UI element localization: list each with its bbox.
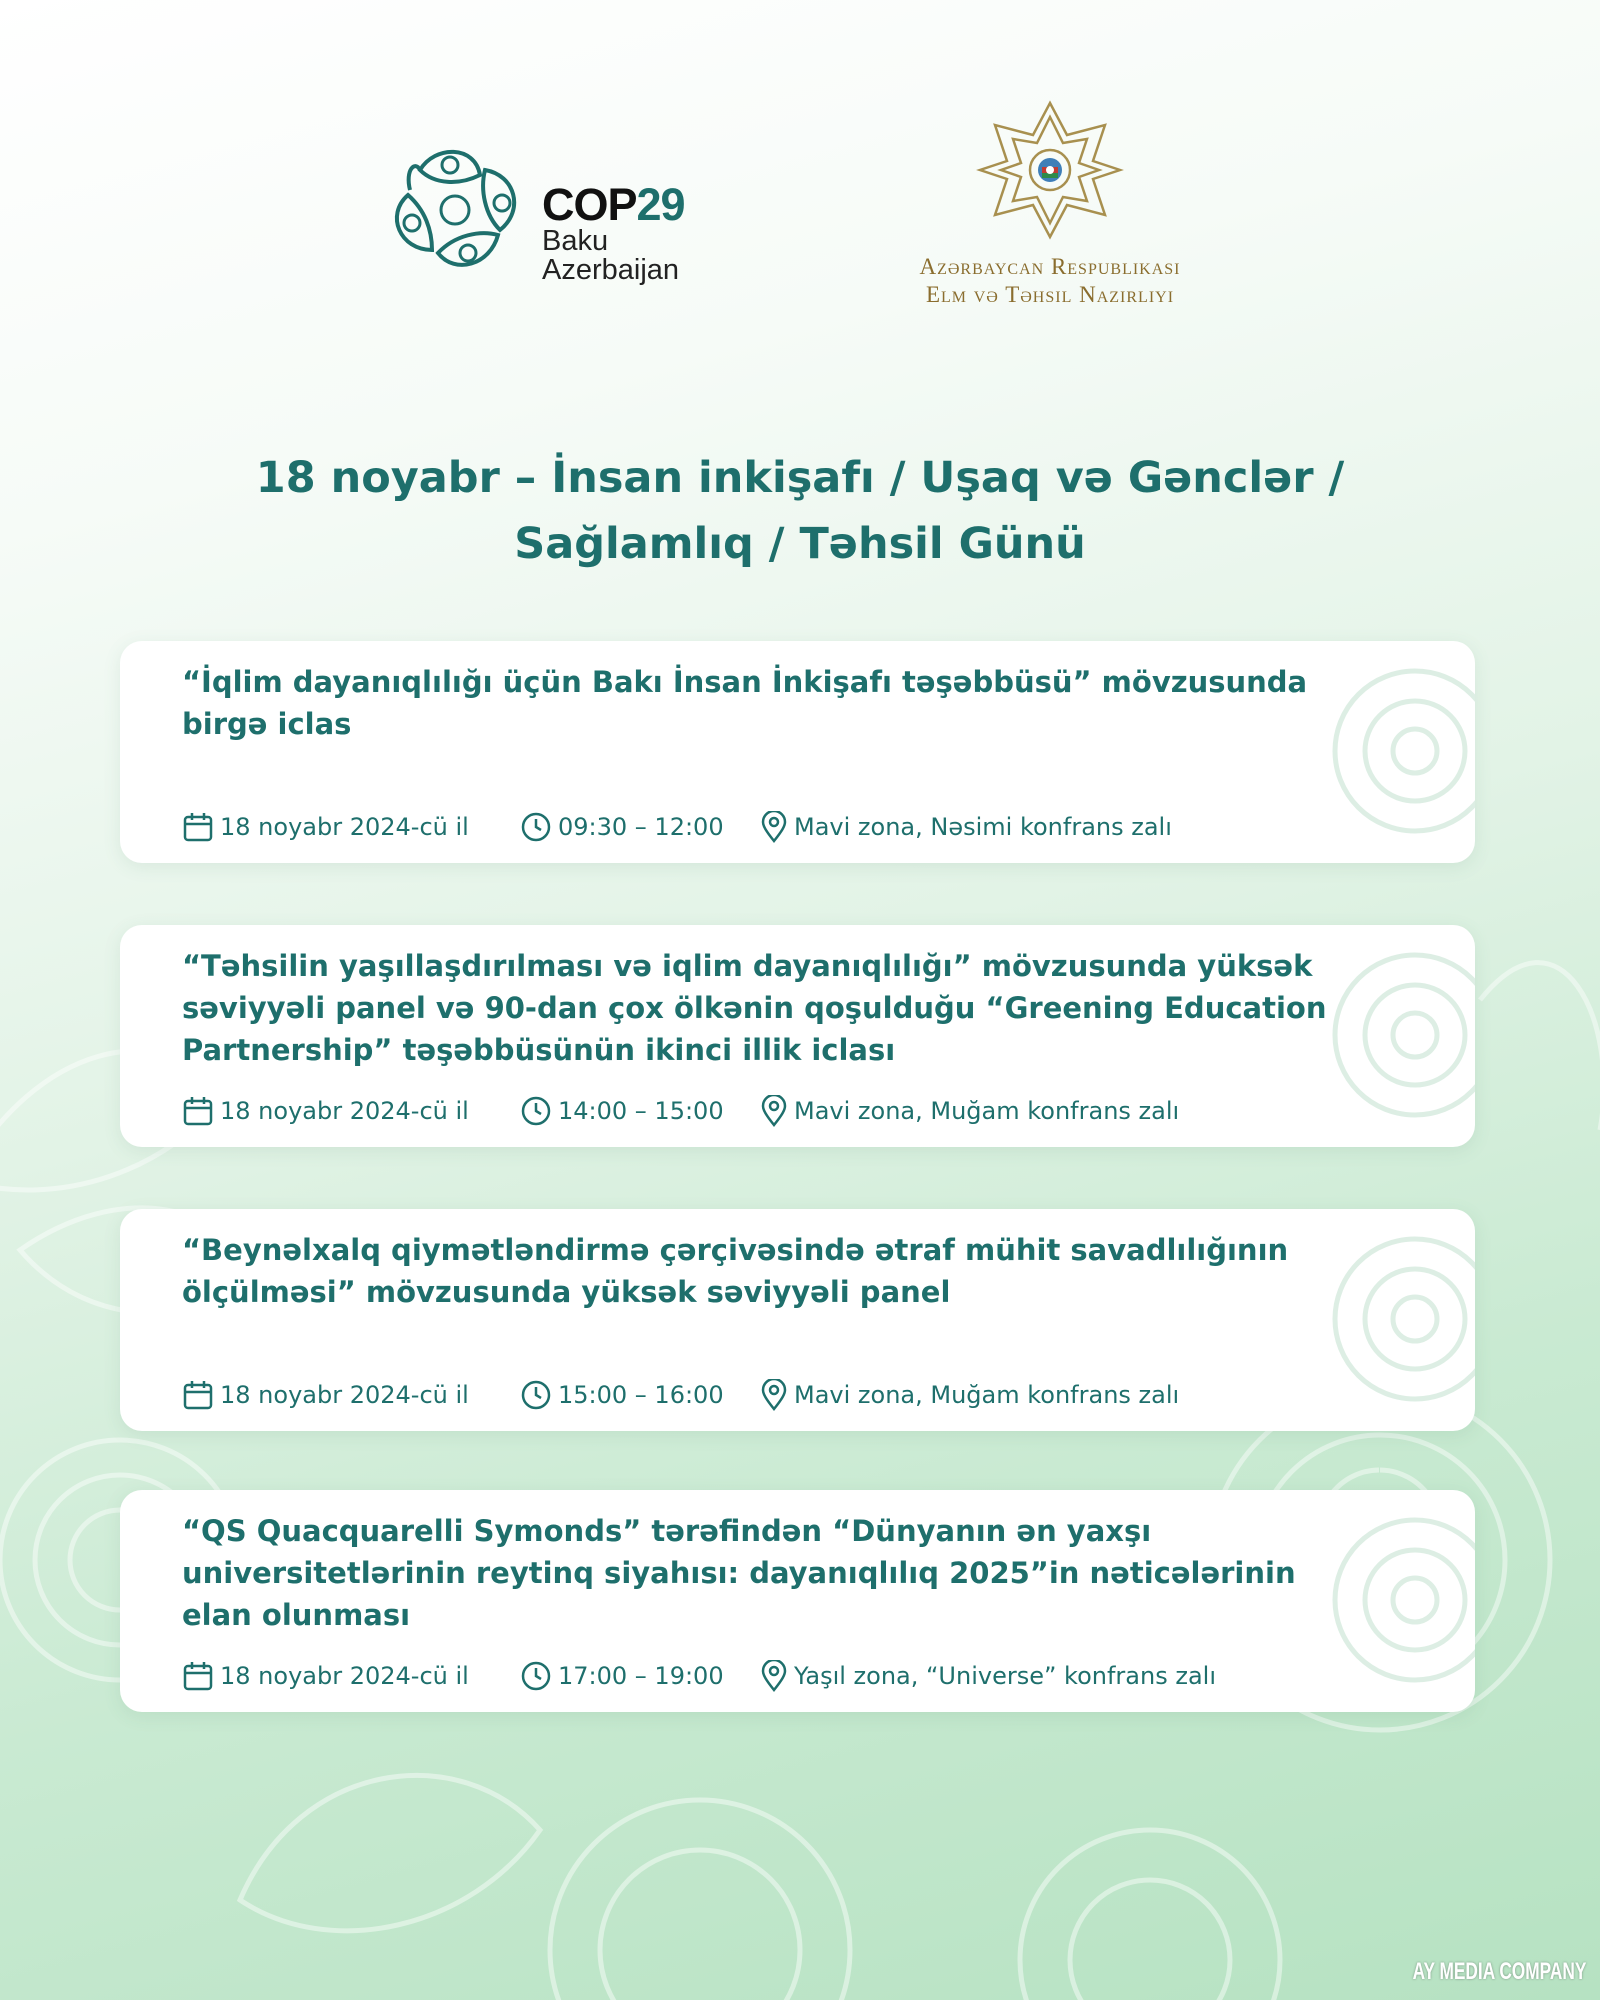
event-time-text: 17:00 – 19:00	[558, 1662, 724, 1690]
location-pin-icon	[760, 811, 788, 843]
calendar-icon	[182, 811, 214, 843]
clock-icon	[520, 1660, 552, 1692]
event-time-text: 14:00 – 15:00	[558, 1097, 724, 1125]
location-pin-icon	[760, 1660, 788, 1692]
event-title-line: universitetlərinin reytinq siyahısı: dayanıqlılıq 2025”in nəticələrinin	[182, 1556, 1296, 1590]
cop29-emblem-icon	[380, 135, 530, 285]
event-title-line: elan olunması	[182, 1598, 411, 1632]
calendar-icon	[182, 1660, 214, 1692]
event-location	[760, 807, 1172, 847]
event-time-text: 15:00 – 16:00	[558, 1381, 724, 1409]
location-pin-icon	[760, 1095, 788, 1127]
event-location	[760, 1091, 1179, 1131]
event-date	[182, 1091, 469, 1131]
ministry-name-line1: Azərbaycan Respublikası	[919, 254, 1181, 279]
event-title	[182, 661, 1412, 745]
event-title-line: “İqlim dayanıqlılığı üçün Bakı İnsan İnkişafı təşəbbüsü” mövzusunda	[182, 665, 1308, 699]
event-time	[520, 1656, 724, 1696]
event-meta	[182, 1091, 1432, 1131]
page-title	[100, 445, 1500, 577]
ministry-emblem-icon	[975, 95, 1125, 245]
event-title-line: ölçülməsi” mövzusunda yüksək səviyyəli panel	[182, 1275, 951, 1309]
event-location-text: Yaşıl zona, “Universe” konfrans zalı	[794, 1662, 1216, 1690]
ministry-name-line2: Elm və Təhsil Nazirliyi	[925, 282, 1175, 307]
event-date	[182, 1375, 469, 1415]
clock-icon	[520, 811, 552, 843]
event-location-text: Mavi zona, Nəsimi konfrans zalı	[794, 813, 1172, 841]
cop-number: 29	[636, 179, 685, 230]
location-pin-icon	[760, 1379, 788, 1411]
calendar-icon	[182, 1379, 214, 1411]
event-date	[182, 807, 469, 847]
event-title-line: səviyyəli panel və 90-dan çox ölkənin qoşulduğu “Greening Education	[182, 991, 1327, 1025]
event-title-line: Partnership” təşəbbüsünün ikinci illik iclası	[182, 1033, 896, 1067]
event-time-text: 09:30 – 12:00	[558, 813, 724, 841]
event-card	[120, 925, 1475, 1147]
event-location	[760, 1656, 1216, 1696]
event-title	[182, 1510, 1412, 1636]
event-title-line: “Beynəlxalq qiymətləndirmə çərçivəsində ətraf mühit savadlılığının	[182, 1233, 1289, 1267]
event-meta	[182, 807, 1432, 847]
ministry-logo	[870, 95, 1230, 315]
event-date	[182, 1656, 469, 1696]
event-card	[120, 1209, 1475, 1431]
calendar-icon	[182, 1095, 214, 1127]
page-title-line1: 18 noyabr – İnsan inkişafı / Uşaq və Gənclər /	[255, 453, 1345, 503]
page-title-line2: Sağlamlıq / Təhsil Günü	[514, 519, 1086, 569]
event-title	[182, 945, 1412, 1071]
event-time	[520, 1375, 724, 1415]
cop-city: Baku	[542, 225, 609, 257]
event-card	[120, 641, 1475, 863]
event-time	[520, 807, 724, 847]
header	[0, 95, 1600, 325]
event-meta	[182, 1656, 1432, 1696]
event-card	[120, 1490, 1475, 1712]
event-time	[520, 1091, 724, 1131]
event-date-text: 18 noyabr 2024-cü il	[220, 1097, 469, 1125]
clock-icon	[520, 1095, 552, 1127]
event-location-text: Mavi zona, Muğam konfrans zalı	[794, 1381, 1180, 1409]
event-location	[760, 1375, 1179, 1415]
event-location-text: Mavi zona, Muğam konfrans zalı	[794, 1097, 1180, 1125]
cop29-logo	[380, 135, 710, 285]
cop29-wordmark	[542, 179, 685, 286]
event-title	[182, 1229, 1412, 1313]
cop-label: COP	[542, 179, 637, 230]
event-title-line: birgə iclas	[182, 707, 352, 741]
watermark: AY MEDIA COMPANY	[1412, 1958, 1586, 1985]
event-date-text: 18 noyabr 2024-cü il	[220, 1662, 469, 1690]
event-title-line: “Təhsilin yaşıllaşdırılması və iqlim dayanıqlılığı” mövzusunda yüksək	[182, 949, 1313, 983]
event-date-text: 18 noyabr 2024-cü il	[220, 1381, 469, 1409]
cop-country: Azerbaijan	[542, 254, 680, 286]
event-date-text: 18 noyabr 2024-cü il	[220, 813, 469, 841]
event-meta	[182, 1375, 1432, 1415]
clock-icon	[520, 1379, 552, 1411]
event-title-line: “QS Quacquarelli Symonds” tərəfindən “Dünyanın ən yaxşı	[182, 1514, 1152, 1548]
